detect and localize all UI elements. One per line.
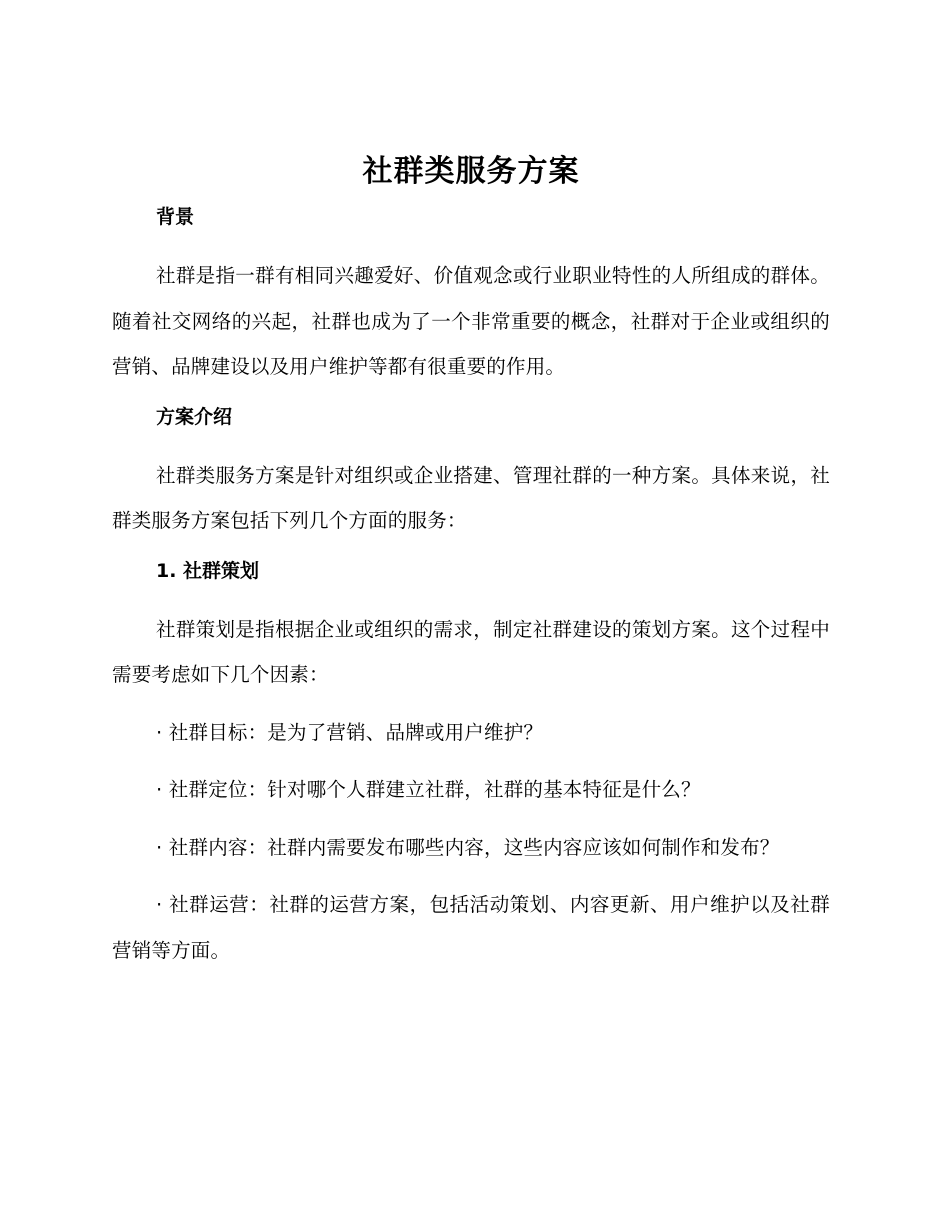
section-heading-background: 背景 xyxy=(156,206,195,228)
document-title: 社群类服务方案 xyxy=(362,154,580,189)
bullet-community-positioning: · 社群定位：针对哪个人群建立社群，社群的基本特征是什么？ xyxy=(156,778,701,801)
section-heading-plan-intro: 方案介绍 xyxy=(156,405,233,428)
bullet-community-operation: · 社群运营：社群的运营方案，包括活动策划、内容更新、用户维护以及社群营销等方面。 xyxy=(112,893,830,962)
paragraph-community-planning: 社群策划是指根据企业或组织的需求，制定社群建设的策划方案。这个过程中需要考虑如下几个因素： xyxy=(112,617,830,686)
bullet-community-content: · 社群内容：社群内需要发布哪些内容，这些内容应该如何制作和发布？ xyxy=(156,835,780,859)
document-page xyxy=(112,150,830,985)
paragraph-background: 社群是指一群有相同兴趣爱好、价值观念或行业职业特性的人所组成的群体。随着社交网络的兴起，社群也成为了一个非常重要的概念，社群对于企业或组织的营销、品牌建设以及用户维护等都有很重要的作用。 xyxy=(112,264,830,378)
paragraph-plan-intro: 社群类服务方案是针对组织或企业搭建、管理社群的一种方案。具体来说，社群类服务方案包括下列几个方面的服务： xyxy=(112,463,830,532)
bullet-community-goal: · 社群目标：是为了营销、品牌或用户维护？ xyxy=(156,720,544,744)
section-heading-community-planning: 1. 社群策划 xyxy=(156,559,260,582)
